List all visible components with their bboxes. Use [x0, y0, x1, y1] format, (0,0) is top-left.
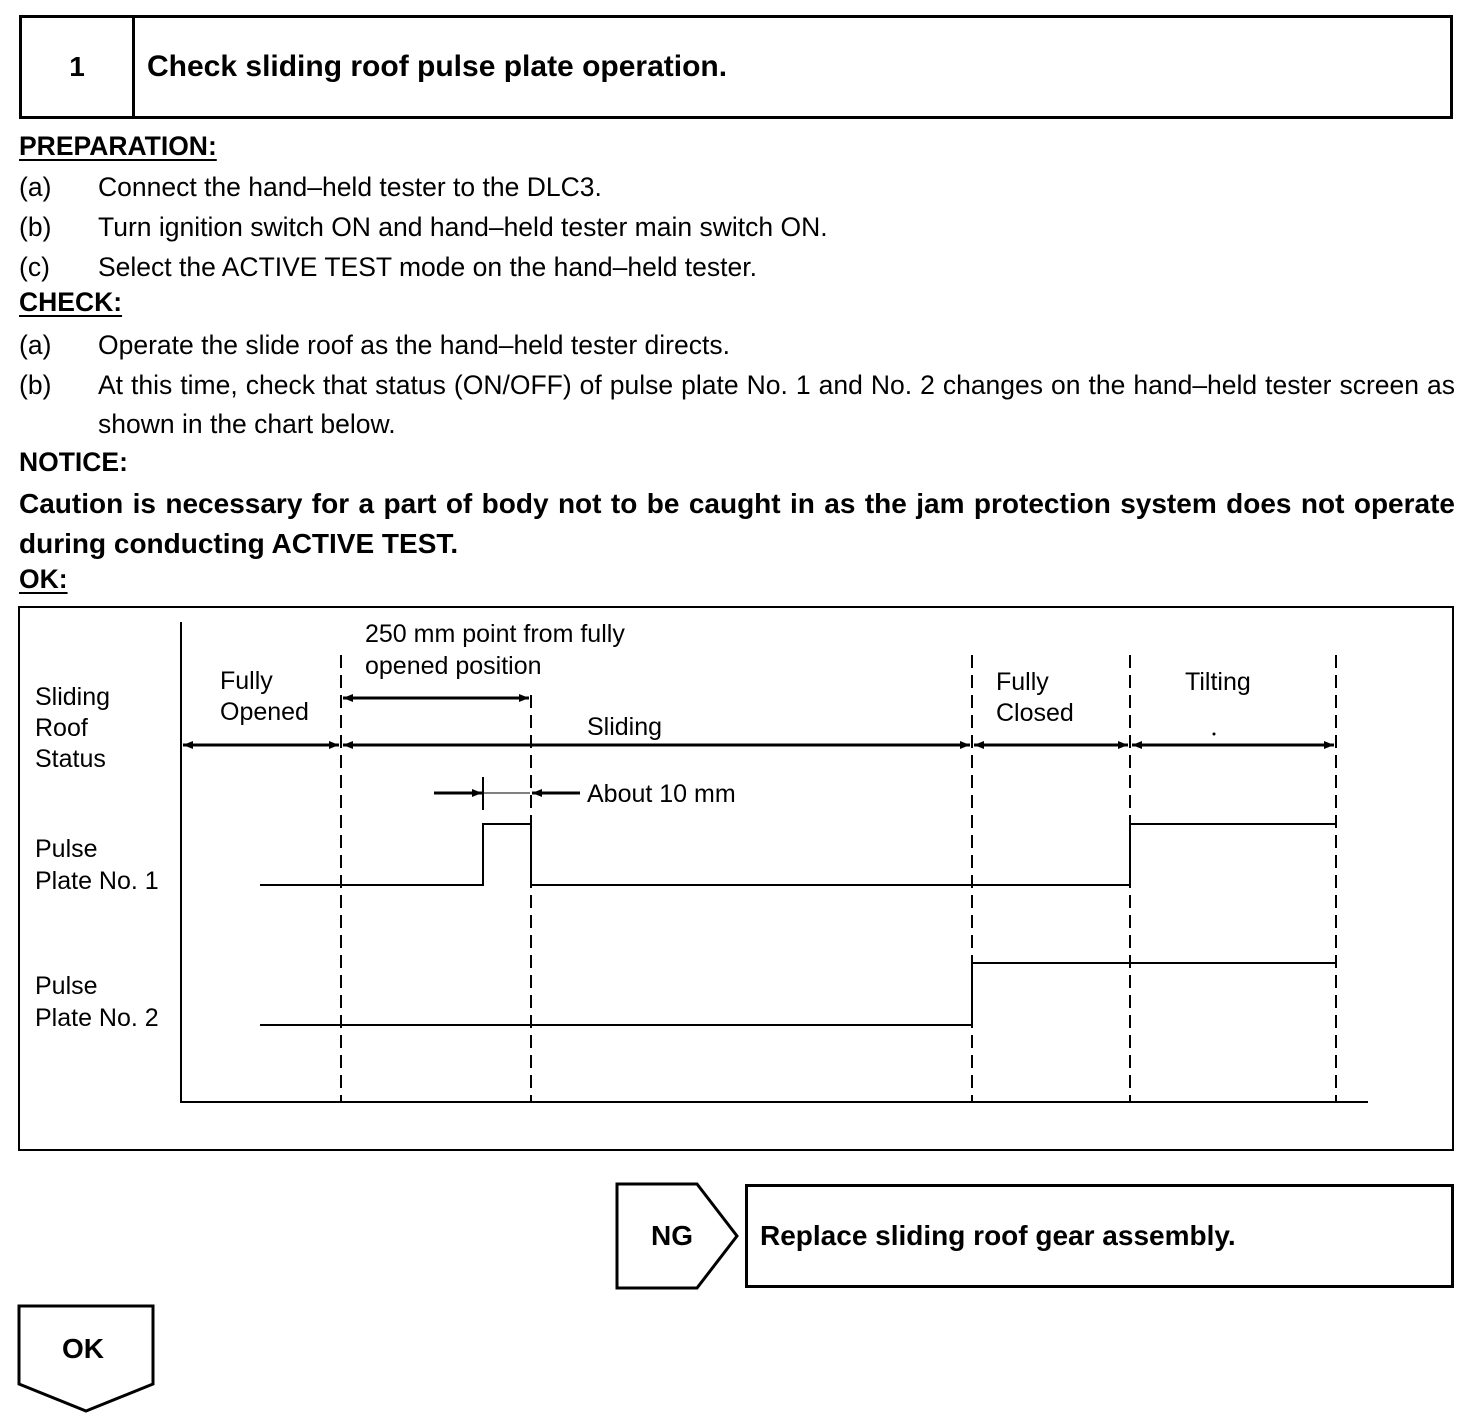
- phase-fully-closed-line-2: Closed: [996, 699, 1074, 727]
- pulse1-label-line-1: Pulse: [35, 835, 98, 863]
- ok-label: OK: [62, 1333, 104, 1364]
- notice-heading: NOTICE:: [19, 447, 128, 477]
- ng-action-box: [745, 1184, 1454, 1288]
- item-text: Connect the hand–held tester to the DLC3.: [98, 172, 602, 202]
- status-label-line-3: Status: [35, 745, 106, 773]
- annotation-10mm: About 10 mm: [587, 780, 736, 808]
- item-label: (a): [19, 172, 52, 202]
- status-label-line-2: Roof: [35, 714, 88, 742]
- pulse1-waveform: [260, 824, 1336, 885]
- tilting-dot: [1213, 733, 1216, 736]
- notice-text: Caution is necessary for a part of body not to be caught in as the jam protection system does not operate during conducting ACTIVE TEST.: [19, 488, 1455, 559]
- item-text: At this time, check that status (ON/OFF) of pulse plate No. 1 and No. 2 changes on the hand–held tester screen as shown in the chart below.: [98, 370, 1455, 439]
- preparation-heading: PREPARATION:: [19, 131, 217, 161]
- item-text: Operate the slide roof as the hand–held tester directs.: [98, 330, 730, 360]
- check-heading: CHECK:: [19, 287, 123, 317]
- item-label: (a): [19, 330, 52, 360]
- phase-fully-opened-line-2: Opened: [220, 698, 309, 726]
- ng-action-text: Replace sliding roof gear assembly.: [760, 1220, 1236, 1251]
- phase-tilting: Tilting: [1185, 668, 1251, 696]
- status-label-line-1: Sliding: [35, 683, 111, 711]
- pulse2-label-line-2: Plate No. 2: [35, 1004, 159, 1032]
- item-label: (b): [19, 370, 52, 400]
- pulse2-label-line-1: Pulse: [35, 972, 98, 1000]
- ng-label: NG: [651, 1220, 693, 1251]
- phase-fully-opened-line-1: Fully: [220, 667, 273, 695]
- annotation-250mm-line-1: 250 mm point from fully: [365, 620, 625, 648]
- pulse1-label-line-2: Plate No. 1: [35, 867, 159, 895]
- ok-heading: OK:: [19, 564, 68, 594]
- item-label: (b): [19, 212, 52, 242]
- step-title: Check sliding roof pulse plate operation.: [147, 50, 728, 83]
- phase-fully-closed-line-1: Fully: [996, 668, 1049, 696]
- item-text: Turn ignition switch ON and hand–held tester main switch ON.: [98, 212, 828, 242]
- item-label: (c): [19, 252, 50, 282]
- item-text: Select the ACTIVE TEST mode on the hand–held tester.: [98, 252, 757, 282]
- phase-sliding: Sliding: [587, 713, 663, 741]
- pulse2-waveform: [260, 963, 1336, 1025]
- annotation-250mm-line-2: opened position: [365, 652, 542, 680]
- step-number: 1: [22, 18, 135, 116]
